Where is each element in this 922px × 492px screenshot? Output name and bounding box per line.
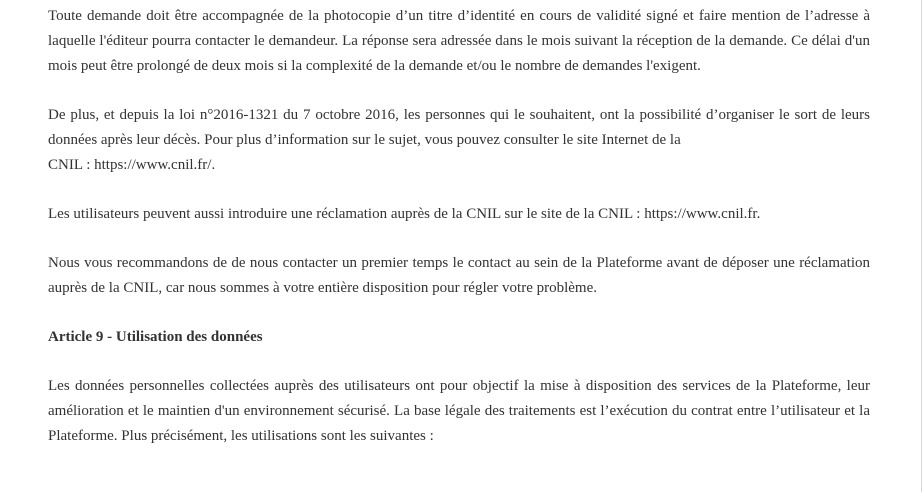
paragraph-cnil-link-text: CNIL : https://www.cnil.fr/. [48,157,216,173]
article-9-heading: Article 9 - Utilisation des données [48,329,263,345]
paragraph-post-mortem-text: De plus, et depuis la loi n°2016-1321 du 7 octobre 2016, les personnes qui le souhaitent, ont la possibilité d’organiser le sort de leurs données après leur décès. Pour plus d’information sur le sujet, vous pouvez consulter le site Internet de la [48,107,870,148]
paragraph-identity-request: Toute demande doit être accompagnée de la photocopie d’un titre d’identité en cours de validité signé et faire mention de l’adresse à laquelle l'éditeur pourra contacter le demandeur. La réponse sera adressée dans le mois suivant la réception de la demande. Ce délai d'un mois peut être prolongé de deux mois si la complexité de la demande et/ou le nombre de demandes l'exigent. [48,8,870,74]
paragraph-cnil-complaint: Les utilisateurs peuvent aussi introduire une réclamation auprès de la CNIL sur le site de la CNIL : https://www.cnil.fr. [48,206,761,222]
paragraph-data-usage: Les données personnelles collectées auprès des utilisateurs ont pour objectif la mise à disposition des services de la Plateforme, leur amélioration et le maintien d'un environnement sécurisé. La base légale des traitements est l’exécution du contrat entre l’utilisateur et la Plateforme. Plus précisément, les utilisations sont les suivantes : [48,378,870,444]
paragraph-contact-recommendation: Nous vous recommandons de de nous contacter un premier temps le contact au sein de la Plateforme avant de déposer une réclamation auprès de la CNIL, car nous sommes à votre entière disposition pour régler votre problème. [48,255,870,296]
document-body [48,4,870,473]
paragraph-post-mortem-data [48,103,870,178]
